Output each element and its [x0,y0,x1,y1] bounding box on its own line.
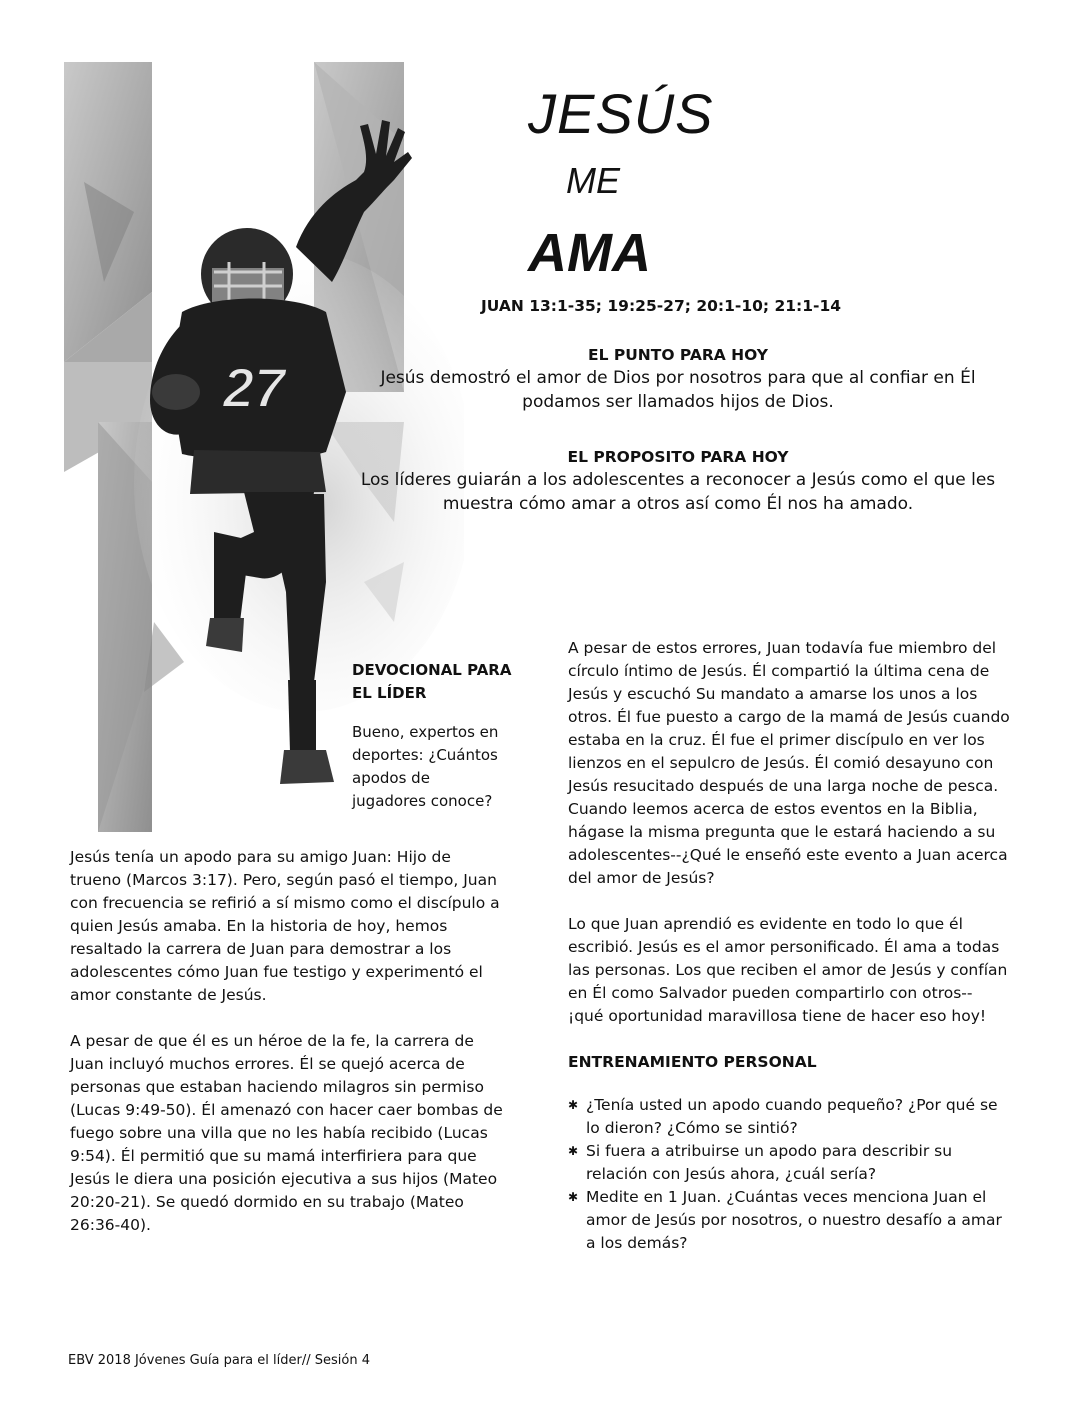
devotional-intro-line: deportes: ¿Cuántos [352,746,498,764]
title-line-2: ME [566,160,620,201]
text-line: amor de Jesús por nosotros, o nuestro desafío a amar [586,1211,1002,1229]
point-for-today [355,344,1001,414]
asterisk-bullet-icon: ✱ [568,1190,579,1204]
list-item [568,1186,1028,1255]
text-line: estaba en la cruz. Él fue el primer discípulo en ver los [568,731,985,749]
text-line: Jesús le diera una posición ejecutiva a sus hijos (Mateo [70,1170,498,1188]
left-paragraph-1 [70,846,520,1007]
text-line: relación con Jesús ahora, ¿cuál sería? [586,1165,877,1183]
text-line: adolescentes--¿Qué le enseñó este evento a Juan acerca [568,846,1008,864]
left-paragraph-2 [70,1030,520,1237]
personal-training-heading: ENTRENAMIENTO PERSONAL [568,1053,817,1071]
text-line: otros. Él fue puesto a cargo de la mamá de Jesús cuando [568,708,1010,726]
text-line: (Lucas 9:49-50). Él amenazó con hacer caer bombas de [70,1101,503,1119]
text-line: las personas. Los que reciben el amor de Jesús y confían [568,961,1008,979]
text-line: Medite en 1 Juan. ¿Cuántas veces menciona Juan el [586,1188,987,1206]
text-line: escribió. Jesús es el amor personificado. Él ama a todas [568,938,1000,956]
purpose-line: muestra cómo amar a otros así como Él nos ha amado. [442,494,914,514]
text-line: quien Jesús amaba. En la historia de hoy, hemos [70,917,448,935]
text-line: Jesús tenía un apodo para su amigo Juan: Hijo de [70,848,451,866]
text-line: ¡qué oportunidad maravillosa tiene de hacer eso hoy! [568,1007,987,1025]
devotional-intro-line: Bueno, expertos en [352,723,499,741]
asterisk-bullet-icon: ✱ [568,1098,579,1112]
point-heading: EL PUNTO PARA HOY [587,346,768,364]
text-line: en Él como Salvador pueden compartirlo con otros-- [568,984,973,1002]
leader-devotional [352,659,512,813]
jersey-number: 27 [222,356,286,419]
text-line: círculo íntimo de Jesús. Él compartió la última cena de [568,662,990,680]
devotional-intro-line: apodos de [352,769,430,787]
point-line: Jesús demostró el amor de Dios por nosotros para que al confiar en Él [380,368,976,388]
text-line: Juan incluyó muchos errores. Él se quejó acerca de [70,1055,465,1073]
page-footer: EBV 2018 Jóvenes Guía para el líder// Sesión 4 [68,1353,370,1368]
purpose-heading: EL PROPOSITO PARA HOY [567,448,789,466]
text-line: Cuando leemos acerca de estos eventos en la Biblia, [568,800,978,818]
list-item [568,1094,1028,1140]
text-line: A pesar de que él es un héroe de la fe, la carrera de [70,1032,474,1050]
text-line: Lo que Juan aprendió es evidente en todo lo que él [568,915,963,933]
personal-training-list [568,1094,1028,1255]
text-line: lienzos en el sepulcro de Jesús. Él comió desayuno con [568,754,994,772]
purpose-line: Los líderes guiarán a los adolescentes a reconocer a Jesús como el que les [360,470,996,490]
title-line-3: AMA [528,223,651,283]
text-line: 26:36-40). [70,1216,151,1234]
list-item [568,1140,1028,1186]
text-line: del amor de Jesús? [568,869,715,887]
text-line: personas que estaban haciendo milagros sin permiso [70,1078,484,1096]
text-line: 20:20-21). Se quedó dormido en su trabajo (Mateo [70,1193,464,1211]
right-paragraph-2 [568,913,1028,1028]
devotional-heading-line: DEVOCIONAL PARA [352,661,512,679]
devotional-intro-line: jugadores conoce? [352,792,493,810]
devotional-intro [352,721,512,813]
text-line: Jesús resucitado después de una larga noche de pesca. [568,777,999,795]
text-line: fuego sobre una villa que no les había recibido (Lucas [70,1124,488,1142]
text-line: amor constante de Jesús. [70,986,267,1004]
text-line: Jesús y escuchó Su mandato a amarse los unos a los [568,685,978,703]
text-line: ¿Tenía usted un apodo cuando pequeño? ¿Por qué se [586,1096,998,1114]
text-line: adolescentes cómo Juan fue testigo y experimentó el [70,963,483,981]
right-paragraph-1 [568,637,1028,890]
left-column [70,846,520,1260]
right-column [568,637,1028,1255]
text-line: hágase la misma pregunta que le estará haciendo a su [568,823,996,841]
point-line: podamos ser llamados hijos de Dios. [522,392,834,412]
title-line-1: JESÚS [528,82,714,145]
text-line: resaltado la carrera de Juan para demostrar a los [70,940,452,958]
text-line: con frecuencia se refirió a sí mismo como el discípulo a [70,894,500,912]
devotional-heading [352,659,512,705]
purpose-for-today [355,446,1001,516]
text-line: Si fuera a atribuirse un apodo para describir su [586,1142,953,1160]
text-line: A pesar de estos errores, Juan todavía fue miembro del [568,639,997,657]
text-line: lo dieron? ¿Cómo se sintió? [586,1119,798,1137]
devotional-heading-line: EL LÍDER [352,684,427,702]
text-line: trueno (Marcos 3:17). Pero, según pasó el tiempo, Juan [70,871,497,889]
text-line: a los demás? [586,1234,688,1252]
scripture-reference: JUAN 13:1-35; 19:25-27; 20:1-10; 21:1-14 [481,297,842,315]
text-line: 9:54). Él permitió que su mamá interfiriera para que [70,1147,477,1165]
asterisk-bullet-icon: ✱ [568,1144,579,1158]
